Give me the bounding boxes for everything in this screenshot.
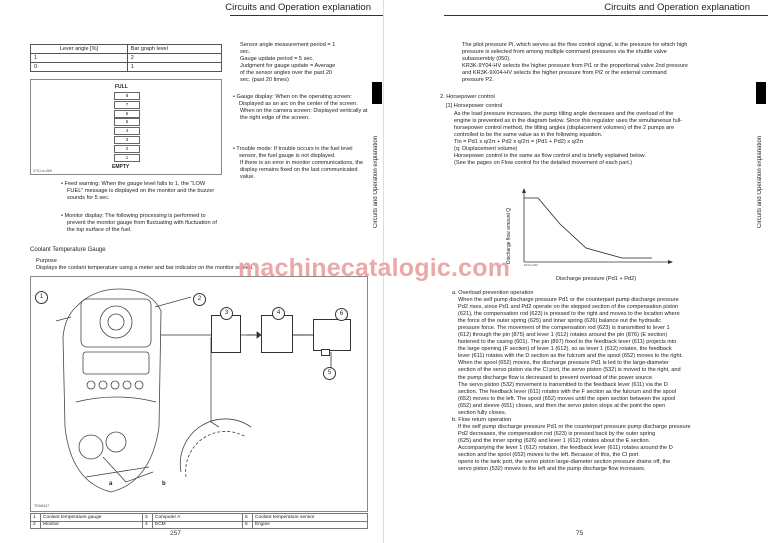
text-line: The servo piston (532) movement is transmitted to the feedback lever (611) via the D xyxy=(458,381,668,388)
text-line: Judgment for gauge update = Average xyxy=(240,63,336,70)
callout-4: 4 xyxy=(272,307,285,320)
figure-letter-b: b xyxy=(162,481,166,487)
table-cell: Monitor xyxy=(41,521,143,529)
table-row xyxy=(31,521,368,529)
purpose-text: Displays the coolant temperature using a meter and bar indicator on the monitor screen. xyxy=(36,265,254,271)
text-line: of the sensor angles over the past 20 xyxy=(240,70,333,77)
bullet-text: Monitor display: The following processing is performed to prevent the monitor gauge from fluctuating with fluctuation of the top surface of the fuel. xyxy=(64,213,217,234)
intro-paragraph xyxy=(462,42,752,84)
table-cell: 5 xyxy=(243,514,253,522)
text-line: Pd2 rises, since Pd1 and Pd2 operate on the stepped section of the compensation piston xyxy=(458,304,679,311)
page-number: 257 xyxy=(170,530,181,537)
side-tab-label: Circuits and Operation explanation xyxy=(757,135,763,228)
subsection-a-heading: a. Overload prevention operation xyxy=(452,290,534,296)
text-line: (q: Displacement volume) xyxy=(454,146,518,153)
text-line: When the spool (652) moves, the discharge pressure Pd1 is led to the large-diameter xyxy=(458,360,669,367)
text-line: KR3K-9Y04-HV selects the higher pressure from Pi1 or the proportional valve 2nd pressure xyxy=(462,63,689,70)
text-line: (652) moves to the left. The spool (652) moves until the open section between the spool xyxy=(458,395,676,402)
table-cell: Coolant temperature gauge xyxy=(41,514,143,522)
header-title: Circuits and Operation explanation xyxy=(225,2,371,13)
chart-xlabel: Discharge pressure (Pd1 + Pd2) xyxy=(556,276,637,282)
callout-6: 6 xyxy=(335,308,348,321)
table-header: Bar graph level xyxy=(127,45,221,54)
gauge-segment: 7 xyxy=(114,101,140,109)
text-line: pressure force. The movement of the compensation rod (623) is transmitted to lever 1 xyxy=(458,325,670,332)
table-cell: ECM xyxy=(153,521,243,529)
table-cell: 1 xyxy=(31,514,41,522)
text-line: The pilot pressure Pi, which serves as the flow control signal, is the pressure for which high xyxy=(462,42,688,48)
gauge-segment: 1 xyxy=(114,154,140,162)
bullet-text: Gauge display: When on the operating screen: Displayed as an arc on the center of the screen. xyxy=(236,94,358,108)
text-line: Sensor angle measurement period = 1 xyxy=(240,42,336,48)
text-line: When the self pump discharge pressure Pd1 or the counterpart pump discharge pressure xyxy=(458,297,679,303)
section-heading: 2. Horsepower control xyxy=(440,94,495,100)
table-cell: Engine xyxy=(253,521,368,529)
text-line: lever (611) rotates with the D section as the fulcrum and the spool (652) moves to the right. xyxy=(458,353,683,360)
bullet-text: Trouble mode: If trouble occurs in the fuel level sensor, the fuel gauge is not displayed. xyxy=(236,146,353,160)
watermark-text: machinecatalogic.com xyxy=(238,254,511,282)
text-line: engine is prevented as in the diagram below. Since this regulator uses the simultaneous full- xyxy=(454,118,682,125)
side-tab-label: Circuits and Operation explanation xyxy=(373,135,379,228)
bullet-feed-warning: • Feed warning: When the gauge level falls to 1, the "LOW FUEL" message is displayed on the monitor and the buzzer sounds for 5 sec. xyxy=(61,181,215,202)
section-heading: Coolant Temperature Gauge xyxy=(30,247,106,253)
text-line: pressure is selected from among multiple command pressures via the shuttle valve xyxy=(462,49,667,56)
table-cell: 3 xyxy=(143,514,153,522)
system-diagram xyxy=(30,276,368,512)
gauge-segment: 6 xyxy=(114,110,140,118)
chart-ylabel: Discharge flow amount Q xyxy=(506,207,512,264)
table-cell: 4 xyxy=(143,521,153,529)
text-line: section fully closes. xyxy=(458,409,507,416)
bullet-continuation: When on the camera screen: Displayed vertically at the right edge of the screen. xyxy=(240,108,368,122)
text-line: the force of the outer spring (625) and inner spring (626) balance out the hydraulic xyxy=(458,318,662,325)
pq-diagram xyxy=(502,186,682,272)
table-cell: 6 xyxy=(243,521,253,529)
parts-table xyxy=(30,513,368,529)
subsection-b-heading: b. Flow return operation xyxy=(452,417,512,423)
lever-table xyxy=(30,44,222,72)
text-line: If the self pump discharge pressure Pd1 or the counterpart pressure pump discharge pressure xyxy=(458,424,691,430)
text-line: Accompanying the lever 1 (612) rotation, the feedback lever (611) rotates around the D xyxy=(458,445,673,452)
side-tab-marker xyxy=(756,82,766,104)
text-line: (652) and sleeve (651) closes, and then the servo piston stops at the point the open xyxy=(458,402,666,409)
overload-text xyxy=(458,297,754,417)
header-rule xyxy=(230,15,384,16)
table-cell: 2 xyxy=(31,521,41,529)
table-cell: 1 xyxy=(127,63,221,72)
text-line: Horsepower control is the same as flow control and is briefly explained below. xyxy=(454,153,646,160)
text-line: Tin = Pd1 x q/2π + Pd2 x q/2π = (Pd1 + Pd2) x q/2π xyxy=(454,139,584,146)
text-line: (612) through the pin (875) and lever 1 (612) rotates around the pin (876) (E section) xyxy=(458,332,668,339)
text-line: sec. xyxy=(240,49,251,56)
ecm-box xyxy=(261,315,293,353)
table-cell: 1 xyxy=(31,54,128,63)
text-line: section. The feedback lever (611) rotates with the F section as the fulcrum and the spool xyxy=(458,388,677,395)
text-line: section and the spool (652) moves to the left. Because of this, the Cl port xyxy=(458,452,639,459)
table-row xyxy=(31,514,368,522)
diagram-drawing xyxy=(31,277,368,512)
header-title: Circuits and Operation explanation xyxy=(604,2,750,13)
gauge-segment: 4 xyxy=(114,127,140,135)
table-cell: 0 xyxy=(31,63,128,72)
engine-box xyxy=(313,319,351,351)
table-header: Lever angle [%] xyxy=(31,45,128,54)
text-line: As the load pressure increases, the pump tilting angle decreases and the overload of the xyxy=(454,111,674,117)
table-cell: Coolant temperature sensor xyxy=(253,514,368,522)
callout-2: 2 xyxy=(193,293,206,306)
figure-letter-a: a xyxy=(109,481,113,487)
figure-id: 273J-m-069 xyxy=(33,169,52,173)
text-line: servo piston (532) moves to the left and the pump discharge flow increases. xyxy=(458,466,646,473)
subsection-heading: [1] Horsepower control xyxy=(446,103,503,109)
text-line: Gauge update period = 5 sec. xyxy=(240,56,314,63)
bullet-trouble-mode: • Trouble mode: If trouble occurs in the fuel level sensor, the fuel gauge is not displayed. If there is an error in monitor communications, the display remains fixed on the last communicated value. xyxy=(232,146,370,181)
text-line: fastened to the casing (601). The pin (897) fixed to the feedback lever (611) projects into xyxy=(458,339,677,346)
bullet-gauge-display: • Gauge display: When on the operating screen: Displayed as an arc on the center of the screen. When on the camera screen: Displayed vertically at the right edge of the screen. xyxy=(232,94,370,122)
text-line: and KR3K-9X04-HV selects the higher pressure from Pi2 or the external command xyxy=(462,70,667,77)
purpose-heading: Purpose xyxy=(36,258,57,264)
gauge-full-label: FULL xyxy=(115,84,128,90)
text-line: Pd2 decreases, the compensation rod (623) is pressed back by the outer spring xyxy=(458,431,656,438)
text-line: the pump discharge flow is decreased to prevent overload of the power source. xyxy=(458,374,654,381)
text-line: section of the servo piston via the Cl port, the servo piston (532) is moved to the right, and xyxy=(458,367,681,374)
sensor-period-block xyxy=(240,42,370,84)
gauge-segment: 3 xyxy=(114,136,140,144)
gauge-segment: 2 xyxy=(114,145,140,153)
text-line: (See the pages on Flow control for the detailed movement of each part.) xyxy=(454,160,633,167)
table-cell: Computer A xyxy=(153,514,243,522)
text-line: the large opening (F section) of lever 1 (612), so as lever 1 (612) rotates, the feedback xyxy=(458,346,672,353)
pq-curve xyxy=(502,186,682,272)
text-line: (621), the compensation rod (623) is pressed to the right and moves to the location where xyxy=(458,311,680,318)
callout-3: 3 xyxy=(220,307,233,320)
gauge-segment: 8 xyxy=(114,92,140,100)
bullet-monitor-display: • Monitor display: The following processing is performed to prevent the monitor gauge from fluctuating with fluctuation of the top surface of the fuel. xyxy=(61,213,217,234)
flow-return-text xyxy=(458,424,754,473)
fuel-gauge-figure xyxy=(30,79,222,175)
text-line: pressure P2. xyxy=(462,77,494,84)
computer-a-box xyxy=(211,315,241,353)
text-line: subassembly (050). xyxy=(462,56,511,63)
figure-id: ETAH-002 xyxy=(524,263,538,267)
coolant-sensor xyxy=(321,349,330,356)
gauge-bar xyxy=(114,92,140,162)
text-line: horsepower control method, the tilting angles (displacement volumes) of the 2 pumps are xyxy=(454,125,675,132)
gauge-empty-label: EMPTY xyxy=(112,164,130,170)
callout-1: 1 xyxy=(35,291,48,304)
table-cell: 2 xyxy=(127,54,221,63)
text-line: sec. (past 20 times) xyxy=(240,77,289,84)
text-line: controlled to be the same value as in the following equation. xyxy=(454,132,603,139)
text-line: opens to the tank port, the servo piston large-diameter section pressure drains off, the xyxy=(458,459,671,466)
figure-id: TRAB437 xyxy=(34,504,50,508)
callout-5: 5 xyxy=(323,367,336,380)
text-line: (625) and the inner spring (626) and lever 1 (612) rotates about the E section. xyxy=(458,438,651,445)
bullet-continuation: If there is an error in monitor communications, the display remains fixed on the last communicated value. xyxy=(240,160,364,181)
horsepower-text xyxy=(454,111,754,167)
side-tab-marker xyxy=(372,82,382,104)
page-number: 75 xyxy=(576,530,584,537)
bullet-text: Feed warning: When the gauge level falls to 1, the "LOW FUEL" message is displayed on the monitor and the buzzer sounds for 5 sec. xyxy=(64,181,215,202)
header-rule xyxy=(444,15,768,16)
gauge-segment: 5 xyxy=(114,118,140,126)
